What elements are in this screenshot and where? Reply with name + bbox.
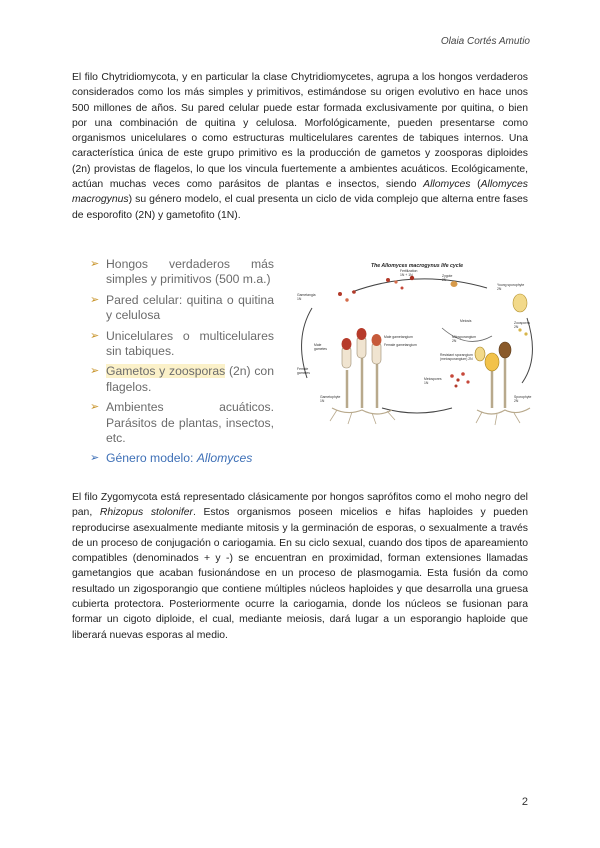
arrow-bullet-icon: ➢: [90, 258, 100, 270]
header-author: Olaia Cortés Amutio: [440, 36, 530, 47]
cycle-arrow-right: [522, 318, 532, 383]
p2-text-start: El filo Zygomycota está representado clásicamente por hongos saprófitos como el moho negro del pan,: [72, 492, 528, 519]
p1-text: El filo Chytridiomycota, y en particular la clase Chytridiomycetes, agrupa a los hongos verdaderos considerados como los más simples y primitivos, estimándose su origen evolutivo en hace unos 500 millones de años. Su pared celular puede estar formada exclusivamente por quitina, o bien por una combinación de quitina y celulosa. Morfológicamente, pueden presentarse como organismos unicelulares o como estructuras multicelulares carentes de tabiques internos. Una característica única de este grupo primitivo es la producción de gametos y zoosporas diploides (2n) provistas de flagelos, lo que los vincula fuertemente a ambientes acuáticos. Ecológicamente, actúan muchas veces como parásitos de plantas e insectos, siendo: [72, 72, 528, 191]
label-mitosporangium: Mitosporangium 2N: [452, 335, 477, 343]
arrow-bullet-icon: ➢: [90, 452, 100, 465]
label-meiosis: Meiosis: [460, 319, 472, 323]
p2-text-rest: . Estos organismos poseen micelios e hifas haploides y pueden reproducirse asexualmente mediante mitosis y la germinación de esporas, o sexualmente a través de un proceso de conjugación o cariogamia. En su ciclo sexual, cuando dos tipos de apareamiento compatibles (denominados + y -) se encuentran en proximidad, forman extensiones llamadas gametangios que acaban fusionándose en un proceso de plasmogamia. Esta fusión da como resultado un zigosporangio que contiene múltiples núcleos haploides y que desarrolla una gruesa cubierta protectora. Posteriormente ocurre la cariogamia, donde los núcleos se fusionan para formar un cigoto diploide, el cual, mediante meiosis, dará lugar a un esporangio haploide que liberará nuevas esporas al medio.: [72, 507, 528, 641]
label-fertilization: Fertilization 1N + 1N: [400, 269, 418, 277]
zygote-cell: [451, 281, 458, 287]
label-male-gametangium: Male gametangium: [384, 335, 413, 339]
allomyces-life-cycle-diagram: [292, 258, 542, 433]
gamete-dot: [345, 298, 348, 301]
cycle-arrow-top: [352, 279, 487, 292]
cycle-arrow-bottom: [382, 408, 452, 413]
label-female-gametangium: Female gametangium: [384, 343, 417, 347]
bullet-item: [90, 451, 274, 466]
meiospore-dot: [456, 378, 459, 381]
arrow-bullet-icon: ➢: [90, 293, 100, 306]
summary-bullet-list: [90, 257, 274, 472]
label-meiospores: Meiospores 1N: [424, 377, 442, 385]
arrow-bullet-icon: ➢: [90, 329, 100, 342]
gamete-dot: [386, 278, 390, 282]
sporophyte-illustration: [475, 342, 530, 425]
zoospore-dot: [524, 332, 527, 335]
bullet-text: Unicelulares o multicelulares sin tabiques.: [106, 328, 274, 359]
meiospore-dot: [450, 374, 454, 378]
label-gametophyte: Gametophyte 1N: [320, 395, 341, 403]
paragraph-chytridiomycota: [72, 70, 528, 223]
bullet-genus: Allomyces: [196, 451, 253, 466]
label-young-sporophyte: Young sporophyte 2N: [497, 283, 525, 291]
paragraph-zygomycota: [72, 490, 528, 643]
gamete-dot: [352, 290, 356, 294]
gamete-dot: [394, 280, 397, 283]
bullet-text: Ambientes acuáticos. Parásitos de plantas, insectos, etc.: [106, 400, 274, 446]
bullet-item: [90, 364, 274, 395]
label-sporophyte: Sporophyte 2N: [514, 395, 532, 403]
p1-mid: (: [470, 179, 481, 191]
label-zoospores: Zoospores 2N: [514, 321, 531, 329]
p1-genus: Allomyces: [423, 179, 471, 191]
bullet-item: [90, 400, 274, 446]
bullet-text: Pared celular: quitina o quitina y celulosa: [106, 292, 274, 323]
meiospore-dot: [455, 385, 458, 388]
bullet-item: [90, 293, 274, 324]
bullet-item: [90, 257, 274, 288]
diagram-title: The Allomyces macrogynus life cycle: [370, 263, 464, 269]
arrow-bullet-icon: ➢: [90, 365, 100, 378]
page-number: 2: [521, 796, 528, 808]
arrow-bullet-icon: ➢: [90, 401, 100, 414]
meiospore-dot: [461, 372, 465, 376]
bullet-text: (2n) con flagelos.: [106, 364, 274, 394]
label-gametangia: Gametangia 1N: [297, 293, 316, 301]
p1-species: Allomyces macrogynus: [72, 179, 528, 206]
bullet-item: [90, 329, 274, 360]
gamete-dot: [338, 292, 342, 296]
bullet-highlight: Gametos y zoosporas: [106, 364, 226, 379]
zoospore-dot: [518, 328, 521, 331]
p1-tail: ) su género modelo, el cual presenta un ciclo de vida complejo que alterna entre fases de esporofito (2N) y gametofito (1N).: [72, 194, 528, 221]
gamete-dot: [401, 287, 404, 290]
young-sporophyte-cell: [513, 294, 527, 312]
label-zygote: Zygote 2N: [442, 274, 453, 282]
label-female-gametes: Female gametes: [297, 367, 311, 375]
bullet-text: Género modelo:: [106, 451, 197, 466]
label-male-gametes: Male gametes: [314, 343, 328, 351]
bullet-text: Hongos verdaderos más simples y primitivos (500 m.a.): [106, 257, 274, 287]
meiospore-dot: [466, 380, 469, 383]
p2-species: Rhizopus stolonifer: [99, 507, 193, 519]
label-resistant-sporangium: Resistant sporangium (meiosporangium) 2N: [440, 353, 473, 361]
